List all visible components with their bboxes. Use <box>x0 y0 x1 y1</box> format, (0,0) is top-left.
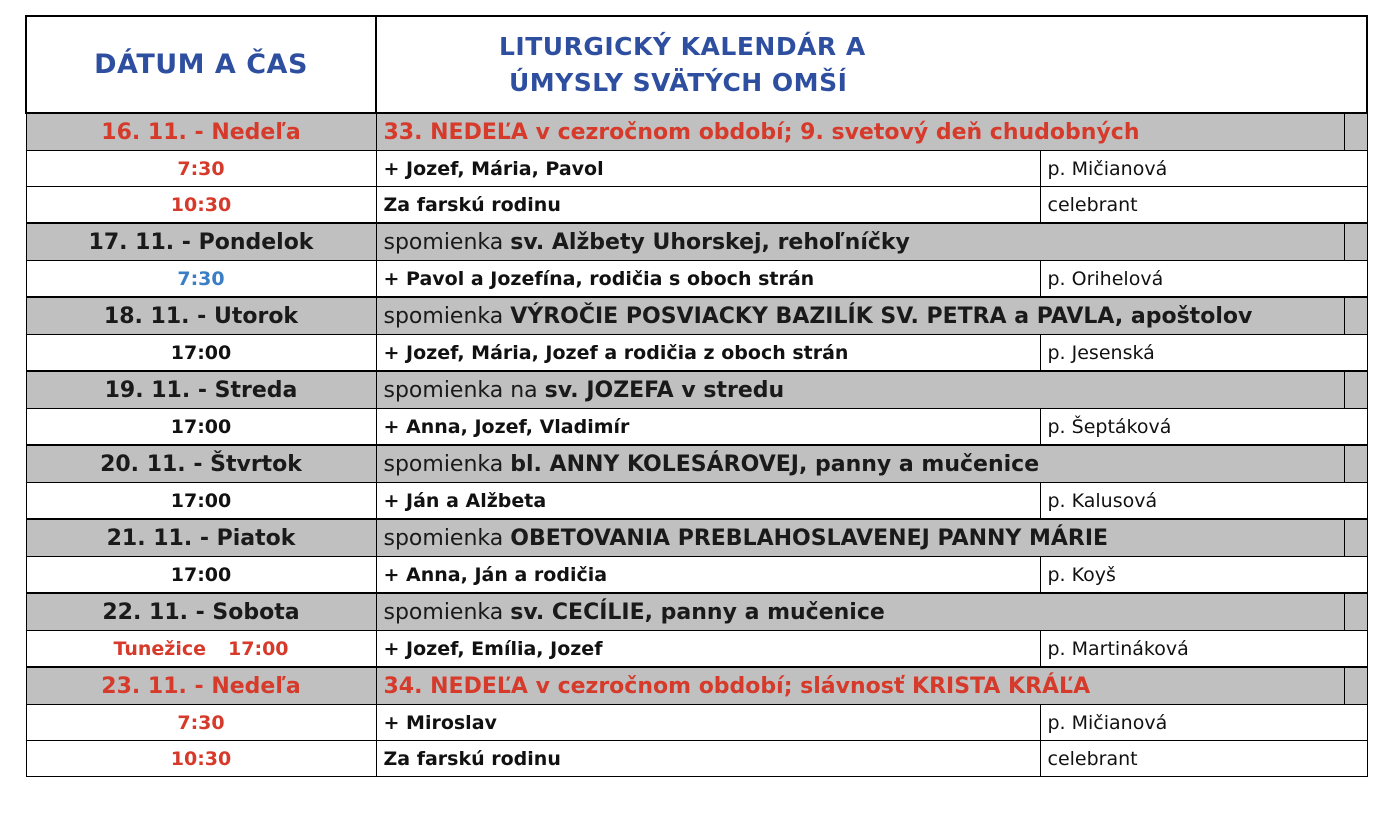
day-feast-title <box>376 113 1344 151</box>
mass-donor: p. Orihelová <box>1040 261 1367 298</box>
mass-time: 7:30 <box>177 267 225 290</box>
liturgical-calendar-table <box>25 15 1368 777</box>
mass-row <box>26 705 1367 741</box>
mass-donor: p. Jesenská <box>1040 335 1367 372</box>
day-end-cell <box>1344 371 1367 409</box>
mass-row <box>26 261 1367 298</box>
mass-intention: + Miroslav <box>376 705 1040 741</box>
day-end-cell <box>1344 297 1367 335</box>
day-row <box>26 113 1367 151</box>
mass-time-cell <box>26 741 376 777</box>
mass-time-cell <box>26 187 376 224</box>
mass-intention: + Ján a Alžbeta <box>376 483 1040 520</box>
mass-row <box>26 483 1367 520</box>
mass-place: Tunežice <box>113 637 207 660</box>
feast-name: sv. CECÍLIE, panny a mučenice <box>510 599 885 625</box>
day-row <box>26 297 1367 335</box>
mass-time-cell <box>26 631 376 668</box>
mass-intention: + Jozef, Emília, Jozef <box>376 631 1040 668</box>
day-row <box>26 667 1367 705</box>
feast-prefix: spomienka <box>383 451 511 477</box>
day-end-cell <box>1344 593 1367 631</box>
mass-row <box>26 741 1367 777</box>
mass-donor: p. Martináková <box>1040 631 1367 668</box>
day-date: 18. 11. - Utorok <box>26 297 376 335</box>
day-date: 19. 11. - Streda <box>26 371 376 409</box>
mass-intention: Za farskú rodinu <box>376 741 1040 777</box>
day-feast-title <box>376 297 1344 335</box>
mass-time-cell <box>26 261 376 298</box>
mass-row <box>26 151 1367 187</box>
mass-time: 17:00 <box>170 489 232 512</box>
feast-name: 33. NEDEĽA v cezročnom období; 9. svetový deň chudobných <box>383 119 1140 145</box>
mass-time-cell <box>26 409 376 446</box>
feast-prefix: spomienka <box>383 525 511 551</box>
mass-intention: + Jozef, Mária, Pavol <box>376 151 1040 187</box>
feast-prefix: spomienka <box>383 229 511 255</box>
mass-intention: + Anna, Jozef, Vladimír <box>376 409 1040 446</box>
mass-time-cell <box>26 483 376 520</box>
day-feast-title <box>376 445 1344 483</box>
mass-time: 7:30 <box>177 711 225 734</box>
day-feast-title <box>376 667 1344 705</box>
mass-time: 10:30 <box>170 747 232 770</box>
day-end-cell <box>1344 445 1367 483</box>
mass-intention: Za farskú rodinu <box>376 187 1040 224</box>
feast-name: 34. NEDEĽA v cezročnom období; slávnosť KRISTA KRÁĽA <box>383 673 1091 699</box>
mass-donor: p. Mičianová <box>1040 705 1367 741</box>
mass-donor: p. Kalusová <box>1040 483 1367 520</box>
feast-name: OBETOVANIA PREBLAHOSLAVENEJ PANNY MÁRIE <box>510 525 1109 551</box>
mass-time: 17:00 <box>228 637 289 660</box>
mass-intention: + Jozef, Mária, Jozef a rodičia z oboch strán <box>376 335 1040 372</box>
mass-donor: p. Mičianová <box>1040 151 1367 187</box>
day-feast-title <box>376 223 1344 261</box>
day-feast-title <box>376 371 1344 409</box>
day-end-cell <box>1344 667 1367 705</box>
day-date: 21. 11. - Piatok <box>26 519 376 557</box>
mass-time: 7:30 <box>177 157 225 180</box>
date-time-header: DÁTUM A ČAS <box>26 16 376 113</box>
mass-row <box>26 187 1367 224</box>
feast-prefix: spomienka na <box>383 377 545 403</box>
mass-time: 17:00 <box>170 341 232 364</box>
mass-time-cell <box>26 557 376 594</box>
mass-time-cell <box>26 151 376 187</box>
feast-name: sv. Alžbety Uhorskej, rehoľníčky <box>510 229 910 255</box>
mass-time: 10:30 <box>170 193 232 216</box>
mass-time: 17:00 <box>170 415 232 438</box>
day-end-cell <box>1344 223 1367 261</box>
feast-name: sv. JOZEFA v stredu <box>544 377 785 403</box>
feast-name: VÝROČIE POSVIACKY BAZILÍK SV. PETRA a PAVLA, apoštolov <box>510 303 1253 329</box>
calendar-title <box>376 16 1367 113</box>
mass-donor: p. Šeptáková <box>1040 409 1367 446</box>
feast-prefix: spomienka <box>383 303 511 329</box>
day-end-cell <box>1344 519 1367 557</box>
calendar-title-line2: ÚMYSLY SVÄTÝCH OMŠÍ <box>509 67 848 97</box>
day-row <box>26 519 1367 557</box>
header-row <box>26 16 1367 113</box>
day-feast-title <box>376 519 1344 557</box>
mass-donor: celebrant <box>1040 741 1367 777</box>
mass-row <box>26 409 1367 446</box>
day-end-cell <box>1344 113 1367 151</box>
day-date: 16. 11. - Nedeľa <box>26 113 376 151</box>
day-row <box>26 445 1367 483</box>
feast-name: bl. ANNY KOLESÁROVEJ, panny a mučenice <box>510 451 1040 477</box>
day-date: 17. 11. - Pondelok <box>26 223 376 261</box>
calendar-title-line1: LITURGICKÝ KALENDÁR A <box>499 31 866 61</box>
mass-donor: p. Koyš <box>1040 557 1367 594</box>
mass-row <box>26 557 1367 594</box>
day-row <box>26 223 1367 261</box>
day-date: 23. 11. - Nedeľa <box>26 667 376 705</box>
mass-time: 17:00 <box>170 563 232 586</box>
mass-time-cell <box>26 705 376 741</box>
day-row <box>26 371 1367 409</box>
mass-row <box>26 335 1367 372</box>
feast-prefix: spomienka <box>383 599 511 625</box>
mass-donor: celebrant <box>1040 187 1367 224</box>
mass-row <box>26 631 1367 668</box>
mass-intention: + Pavol a Jozefína, rodičia s oboch strán <box>376 261 1040 298</box>
day-date: 22. 11. - Sobota <box>26 593 376 631</box>
day-date: 20. 11. - Štvrtok <box>26 445 376 483</box>
day-row <box>26 593 1367 631</box>
day-feast-title <box>376 593 1344 631</box>
mass-intention: + Anna, Ján a rodičia <box>376 557 1040 594</box>
mass-time-cell <box>26 335 376 372</box>
